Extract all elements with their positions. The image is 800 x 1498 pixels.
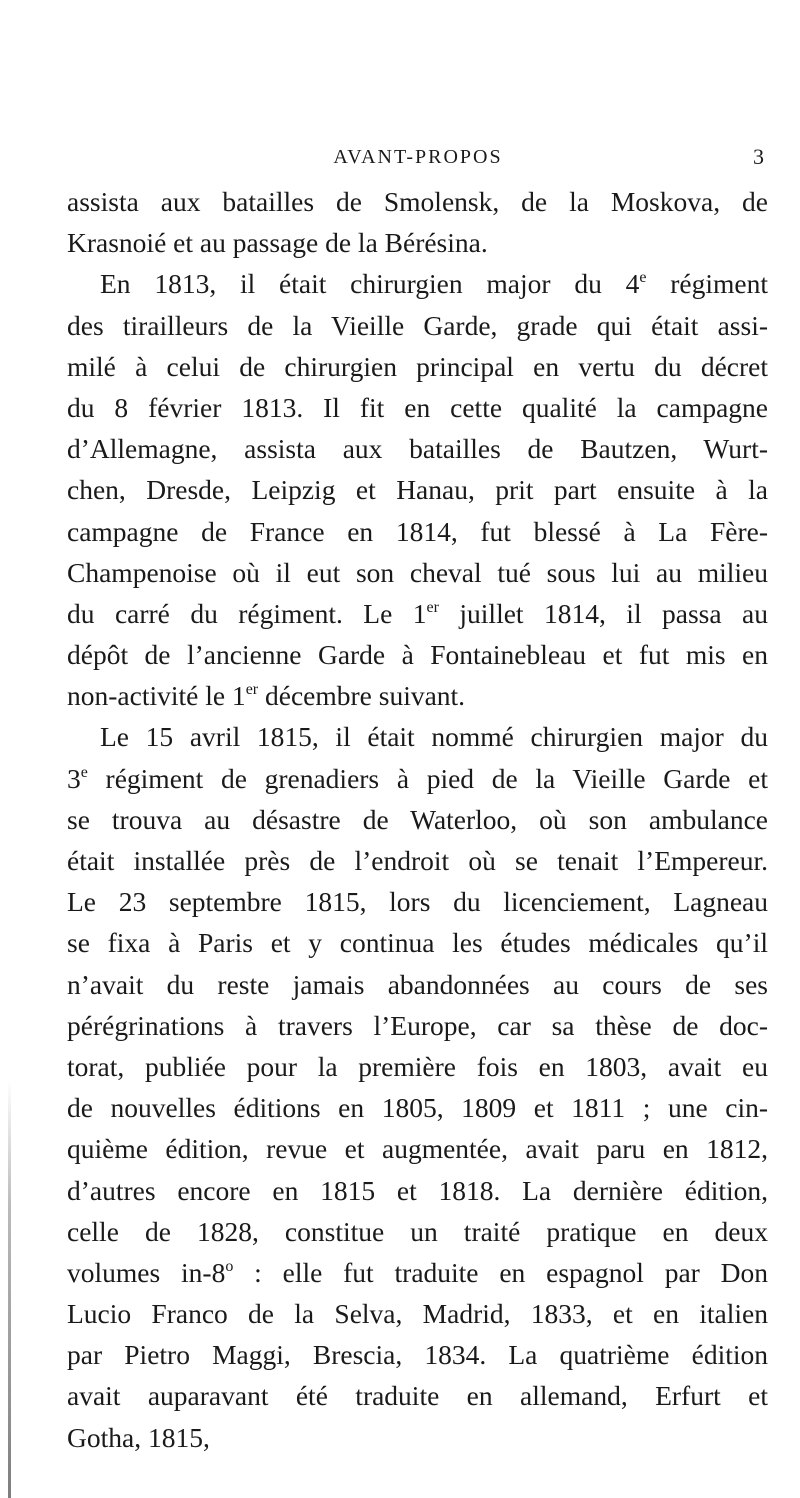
line-text: celle de 1828, constitue un traité pratique en deux [67, 1215, 768, 1247]
text-line [67, 840, 768, 881]
text-line [67, 1417, 768, 1458]
text-line [67, 1252, 768, 1293]
binding-shadow [8, 1080, 11, 1498]
line-text: chen, Dresde, Leipzig et Hanau, prit part ensuite à la [67, 474, 768, 506]
text-line [67, 511, 768, 552]
line-text: volumes in-8 [67, 1256, 226, 1288]
line-text: Gotha, 1815, [67, 1421, 210, 1453]
line-text: Champenoise où il eut son cheval tué sous lui au milieu [67, 556, 768, 588]
text-line [67, 428, 768, 469]
text-line [67, 799, 768, 840]
line-text: assista aux batailles de Smolensk, de la Moskova, de [67, 186, 768, 217]
line-text: pérégrinations à travers l’Europe, car sa thèse de doc- [67, 1009, 768, 1041]
text-line [67, 222, 768, 263]
text-line [67, 181, 768, 222]
text-line [67, 716, 768, 757]
line-text: était installée près de l’endroit où se tenait l’Empereur. [67, 845, 768, 876]
line-text: des tirailleurs de la Vieille Garde, grade qui était assi- [67, 309, 768, 341]
line-text: quième édition, revue et augmentée, avait paru en 1812, [67, 1133, 768, 1165]
line-text: avait auparavant été traduite en allemand, Erfurt et [67, 1380, 768, 1412]
superscript: o [225, 1257, 234, 1275]
line-text: Krasnoié et au passage de la Bérésina. [67, 227, 488, 259]
line-text: dépôt de l’ancienne Garde à Fontainebleau et fut mis en [67, 639, 768, 671]
text-line [67, 305, 768, 346]
text-line [67, 593, 768, 634]
line-text: torat, publiée pour la première fois en 1803, avait eu [67, 1050, 768, 1082]
body-text [67, 181, 768, 1458]
superscript: e [80, 763, 88, 781]
line-text: Le 23 septembre 1815, lors du licenciement, Lagneau [67, 886, 768, 918]
text-line [67, 1005, 768, 1046]
running-title: AVANT-PROPOS [333, 146, 503, 168]
text-line [67, 964, 768, 1005]
text-line [67, 346, 768, 387]
text-line [67, 552, 768, 593]
line-text: milé à celui de chirurgien principal en vertu du décret [67, 350, 768, 382]
line-text: non-activité le 1 [67, 680, 246, 712]
text-line [67, 758, 768, 799]
line-text-continued: décembre suivant. [258, 680, 466, 712]
line-text: du 8 février 1813. Il fit en cette qualité la campagne [67, 391, 768, 423]
text-line [67, 1128, 768, 1169]
line-text: d’Allemagne, assista aux batailles de Bautzen, Wurt- [67, 433, 768, 465]
superscript: er [426, 598, 439, 616]
line-text: campagne de France en 1814, fut blessé à La Fère- [67, 515, 768, 547]
text-line [67, 1170, 768, 1211]
line-text: du carré du régiment. Le 1 [67, 597, 427, 629]
line-text-continued: régiment de grenadiers à pied de la Vieille Garde et [87, 762, 768, 794]
text-line [67, 387, 768, 428]
line-text: En 1813, il était chirurgien major du 4 [100, 268, 640, 300]
text-line [67, 1334, 768, 1375]
line-text: d’autres encore en 1815 et 1818. La dernière édition, [67, 1174, 768, 1206]
text-line [67, 1211, 768, 1252]
text-line [67, 922, 768, 963]
line-text: n’avait du reste jamais abandonnées au cours de ses [67, 968, 768, 1000]
text-line [67, 1293, 768, 1334]
text-line [67, 1375, 768, 1416]
text-line [67, 469, 768, 510]
line-text: Le 15 avril 1815, il était nommé chirurgien major du [100, 721, 768, 753]
text-line [67, 634, 768, 675]
line-text-continued: régiment [646, 268, 768, 300]
line-text: par Pietro Maggi, Brescia, 1834. La quatrième édition [67, 1339, 768, 1371]
line-text: 3 [67, 762, 81, 794]
line-text-continued: : elle fut traduite en espagnol par Don [233, 1256, 768, 1288]
text-line [67, 263, 768, 304]
text-line [67, 675, 768, 716]
page-number: 3 [753, 144, 764, 169]
line-text: de nouvelles éditions en 1805, 1809 et 1811 ; une cin- [67, 1092, 768, 1124]
superscript: e [639, 269, 647, 287]
text-line [67, 881, 768, 922]
line-text-continued: juillet 1814, il passa au [438, 597, 768, 629]
superscript: er [245, 681, 259, 699]
text-line [67, 1046, 768, 1087]
running-head [66, 142, 770, 172]
text-line [67, 1087, 768, 1128]
line-text: Lucio Franco de la Selva, Madrid, 1833, et en italien [67, 1298, 768, 1330]
line-text: se fixa à Paris et y continua les études médicales qu’il [67, 927, 768, 959]
line-text: se trouva au désastre de Waterloo, où son ambulance [67, 803, 768, 835]
